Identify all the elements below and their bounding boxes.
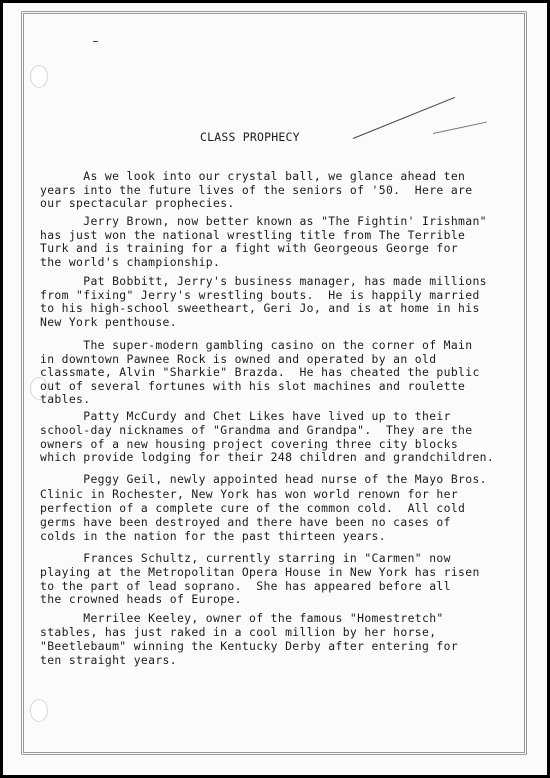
text-line: Jerry Brown, now better known as "The Fightin' Irishman" — [40, 214, 487, 228]
text-line: germs have been destroyed and there have been no cases of — [40, 515, 451, 529]
text-line: New York penthouse. — [40, 315, 177, 329]
text-line: our spectacular prophecies. — [40, 196, 235, 210]
text-line: Patty McCurdy and Chet Likes have lived up to their — [40, 409, 451, 423]
text-line: "Beetlebaum" winning the Kentucky Derby after entering for — [40, 639, 459, 653]
text-line: Merrilee Keeley, owner of the famous "Homestretch" — [40, 611, 444, 625]
text-line: The super-modern gambling casino on the corner of Main — [40, 338, 473, 352]
document-title: CLASS PROPHECY — [200, 130, 300, 144]
text-line: years into the future lives of the seniors of '50. Here are — [40, 183, 473, 197]
scanned-page — [3, 3, 547, 775]
text-line: which provide lodging for their 248 children and grandchildren. — [40, 450, 495, 464]
text-line: to his high-school sweetheart, Geri Jo, and is at home in his — [40, 301, 480, 315]
text-line: out of several fortunes with his slot machines and roulette — [40, 379, 466, 393]
text-line: perfection of a complete cure of the common cold. All cold — [40, 501, 466, 515]
text-line: Peggy Geil, newly appointed head nurse of the Mayo Bros. — [40, 472, 487, 486]
binder-hole — [30, 65, 48, 88]
text-line: colds in the nation for the past thirteen years. — [40, 529, 386, 543]
text-line: the world's championship. — [40, 255, 221, 269]
text-line: Clinic in Rochester, New York has won world renown for her — [40, 487, 459, 501]
text-line: ten straight years. — [40, 653, 177, 667]
text-line: from "fixing" Jerry's wrestling bouts. He is happily married — [40, 288, 480, 302]
binder-hole — [30, 699, 48, 722]
text-line: Pat Bobbitt, Jerry's business manager, has made millions — [40, 274, 487, 288]
text-line: playing at the Metropolitan Opera House in New York has risen — [40, 565, 480, 579]
text-line: tables. — [40, 392, 91, 406]
text-line: school-day nicknames of "Grandma and Grandpa". They are the — [40, 423, 473, 437]
text-line: to the part of lead soprano. She has appeared before all — [40, 579, 451, 593]
text-line: Frances Schultz, currently starring in "Carmen" now — [40, 551, 451, 565]
text-line: stables, has just raked in a cool million by her horse, — [40, 625, 437, 639]
text-line: As we look into our crystal ball, we glance ahead ten — [40, 169, 466, 183]
text-line: the crowned heads of Europe. — [40, 592, 242, 606]
text-line: owners of a new housing project covering three city blocks — [40, 437, 459, 451]
text-line: has just won the national wrestling title from The Terrible — [40, 228, 466, 242]
text-line: in downtown Pawnee Rock is owned and operated by an old — [40, 352, 437, 366]
pencil-mark — [93, 41, 98, 42]
text-line: classmate, Alvin "Sharkie" Brazda. He has cheated the public — [40, 365, 480, 379]
text-line: Turk and is training for a fight with Georgeous George for — [40, 241, 459, 255]
